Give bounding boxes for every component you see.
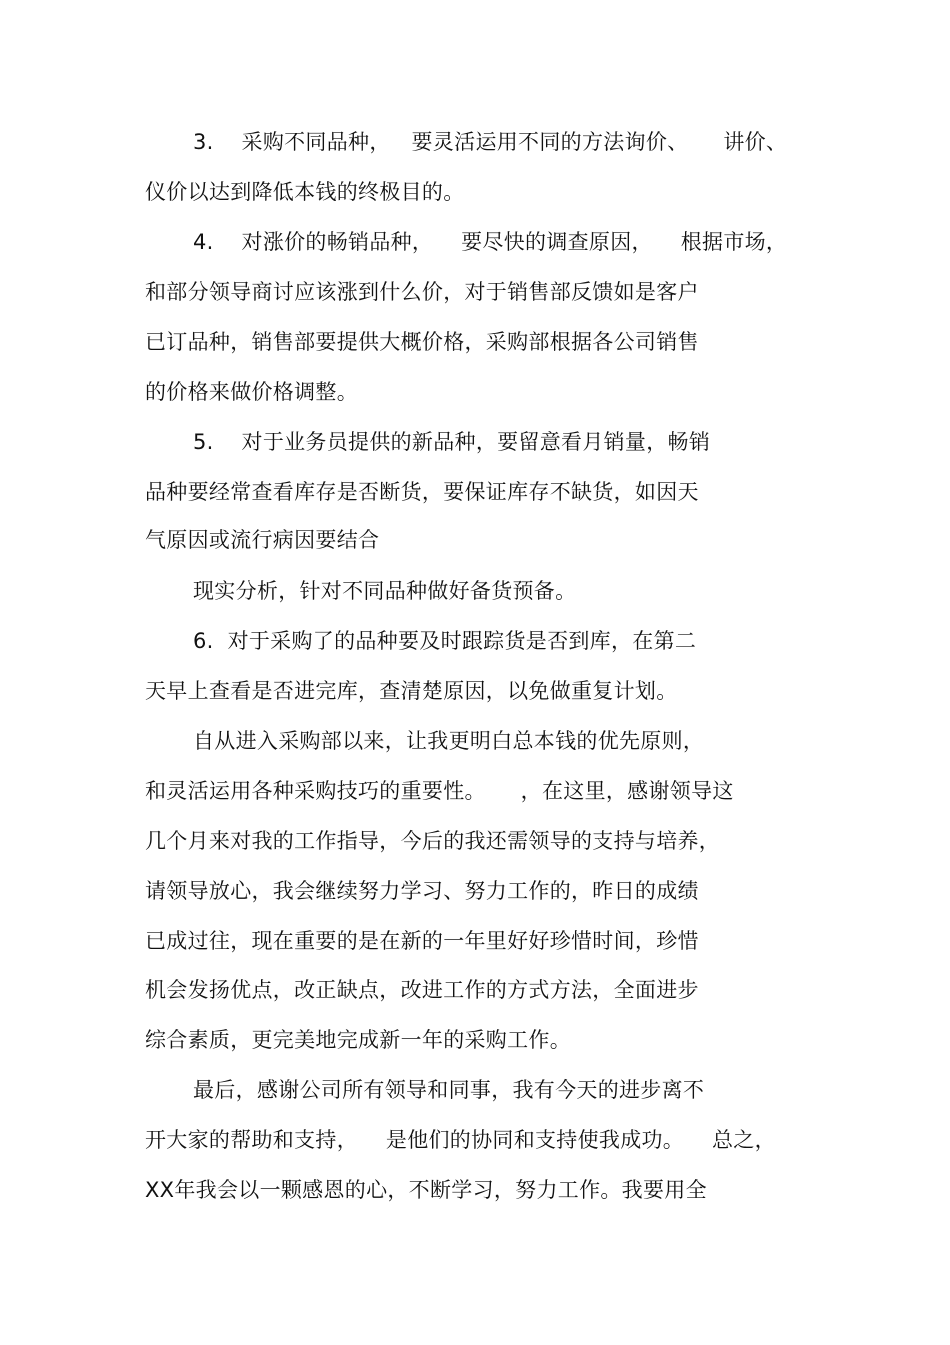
text-line: 4. 对涨价的畅销品种， 要尽快的调查原因， 根据市场， xyxy=(193,230,788,254)
text-line: 品种要经常查看库存是否断货，要保证库存不缺货，如因天 xyxy=(145,480,699,504)
text-line: 5. 对于业务员提供的新品种，要留意看月销量，畅销 xyxy=(193,430,711,454)
text-line: 气原因或流行病因要结合 xyxy=(145,528,380,552)
text-line: 自从进入采购部以来，让我更明白总本钱的优先原则， xyxy=(193,729,705,753)
text-line: 综合素质，更完美地完成新一年的采购工作。 xyxy=(145,1028,571,1052)
text-line: 和灵活运用各种采购技巧的重要性。 ，在这里，感谢领导这 xyxy=(145,779,734,803)
text-line: XX年我会以一颗感恩的心，不断学习，努力工作。我要用全 xyxy=(145,1178,707,1202)
text-line: 已成过往，现在重要的是在新的一年里好好珍惜时间，珍惜 xyxy=(145,929,699,953)
text-line: 和部分领导商讨应该涨到什么价，对于销售部反馈如是客户 xyxy=(145,280,699,304)
text-line: 几个月来对我的工作指导，今后的我还需领导的支持与培养， xyxy=(145,829,721,853)
text-line: 现实分析，针对不同品种做好备货预备。 xyxy=(193,579,577,603)
text-line: 的价格来做价格调整。 xyxy=(145,380,358,404)
text-line: 已订品种，销售部要提供大概价格，采购部根据各公司销售 xyxy=(145,330,699,354)
text-line: 请领导放心，我会继续努力学习、努力工作的，昨日的成绩 xyxy=(145,879,699,903)
text-line: 机会发扬优点，改正缺点，改进工作的方式方法，全面进步 xyxy=(145,978,699,1002)
text-line: 仪价以达到降低本钱的终极目的。 xyxy=(145,180,465,204)
text-line: 6. 对于采购了的品种要及时跟踪货是否到库，在第二 xyxy=(193,629,697,653)
text-line: 开大家的帮助和支持， 是他们的协同和支持使我成功。 总之， xyxy=(145,1128,776,1152)
text-line: 最后，感谢公司所有领导和同事，我有今天的进步离不 xyxy=(193,1078,705,1102)
text-line: 天早上查看是否进完库，查清楚原因，以免做重复计划。 xyxy=(145,679,678,703)
text-line: 3. 采购不同品种， 要灵活运用不同的方法询价、 讲价、 xyxy=(193,130,788,154)
